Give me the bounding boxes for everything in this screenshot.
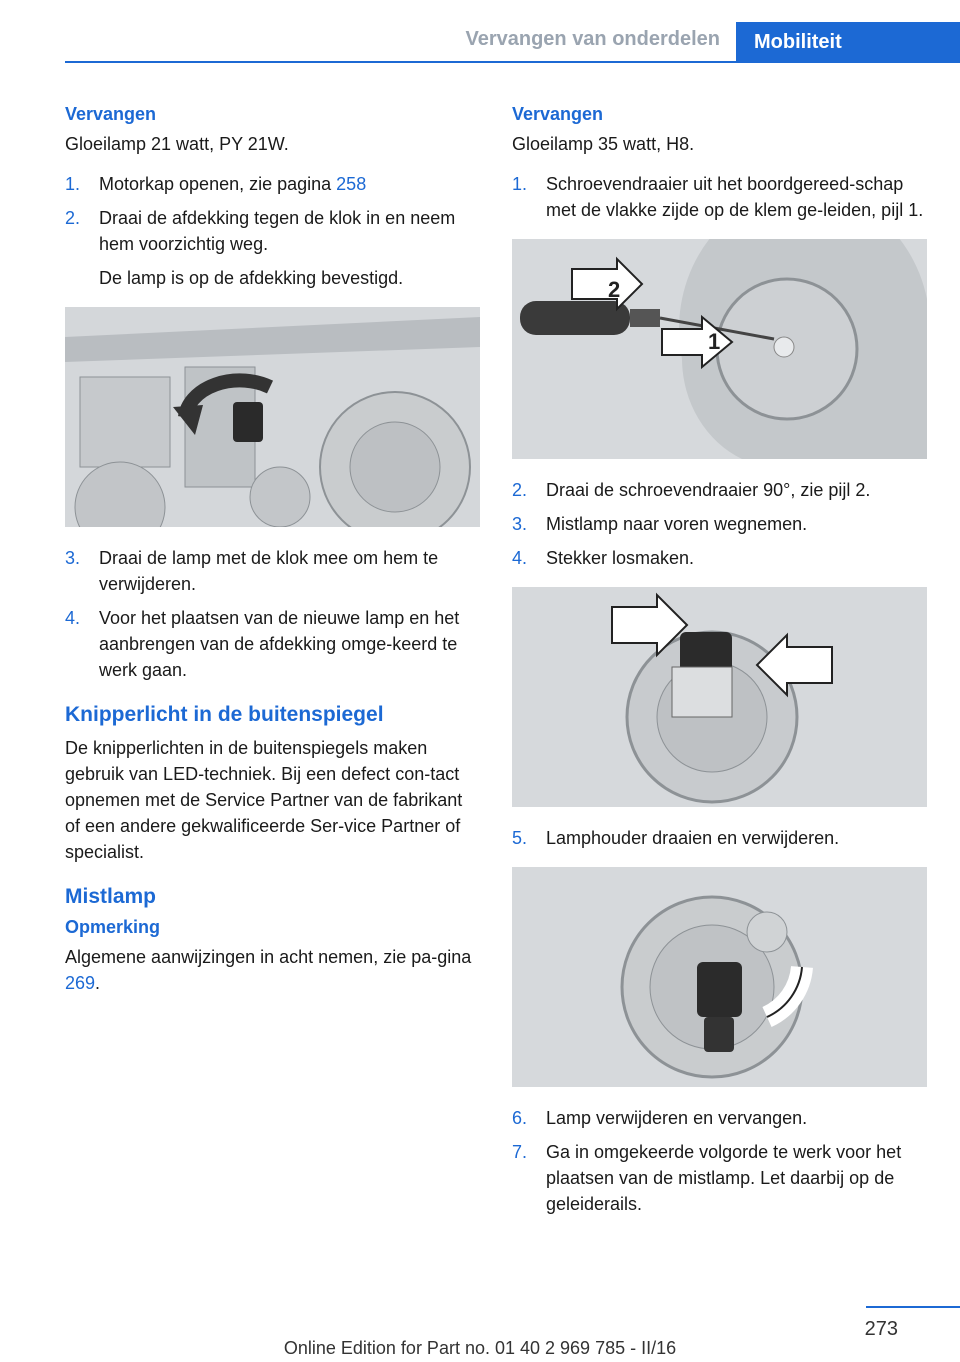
mirror-text: De knipperlichten in de buitenspiegels maken gebruik van LED-techniek. Bij een defect con‐tact opnemen met de Service Partner van de fabrikant of een andere gekwalificeerde Ser‐vice Partner of specialist. [65, 738, 463, 862]
right-column [512, 104, 927, 1225]
left-intro-heading: Vervangen [65, 104, 157, 124]
right-intro-heading: Vervangen [512, 104, 604, 124]
list-item: 3. Mistlamp naar voren wegnemen. [512, 514, 808, 534]
list-item: 4. Stekker losmaken. [512, 548, 695, 568]
list-item: 2. Draai de schroevendraaier 90°, zie pijl 2. [512, 480, 871, 500]
right-steps-b [512, 477, 927, 571]
right-intro-text: Gloeilamp 35 watt, H8. [512, 134, 695, 154]
lamp-holder-illustration [512, 867, 927, 1087]
connector-illustration [512, 587, 927, 807]
right-step-5 [512, 825, 927, 851]
list-item: 1. Schroevendraaier uit het boordgereed‐schap met de vlakke zijde op de klem ge‐leiden, pijl 1. [512, 174, 924, 220]
list-item: 7. Ga in omgekeerde volgorde te werk voor het plaatsen van de mistlamp. Let daarbij op de geleiderails. [512, 1142, 902, 1214]
list-item: 4. Voor het plaatsen van de nieuwe lamp en het aanbrengen van de afdekking omge‐keerd te werk gaan. [65, 608, 460, 680]
list-item: 6. Lamp verwijderen en vervangen. [512, 1108, 808, 1128]
fog-heading: Mistlamp [65, 885, 157, 908]
page-number: 273 [864, 1318, 898, 1340]
right-step-1 [512, 171, 927, 223]
footer-rule [866, 1306, 960, 1308]
note-heading: Opmerking [65, 917, 161, 937]
left-column [65, 104, 480, 1010]
left-steps-b [65, 545, 480, 683]
header-section-title: Vervangen van onderdelen [465, 28, 720, 50]
page-link-269[interactable]: 269 [65, 973, 96, 993]
screwdriver-illustration [512, 239, 927, 459]
page-link-258[interactable]: 258 [336, 174, 367, 194]
note-text: Algemene aanwijzingen in acht nemen, zie pa‐gina 269. [65, 947, 472, 993]
left-intro-text: Gloeilamp 21 watt, PY 21W. [65, 134, 289, 154]
edition-line: Online Edition for Part no. 01 40 2 969 785 - II/16 [283, 1338, 677, 1358]
list-item: 1. Motorkap openen, zie pagina 258 [65, 174, 367, 194]
list-item: 2. Draai de afdekking tegen de klok in en neem hem voorzichtig weg. De lamp is op de afdekking bevestigd. [65, 208, 456, 288]
arrow-label-1: 1 [708, 329, 721, 354]
arrow-label-2: 2 [608, 277, 621, 302]
left-steps-a [65, 171, 480, 291]
header-chapter-tab: Mobiliteit [736, 22, 960, 63]
list-item: 3. Draai de lamp met de klok mee om hem te verwijderen. [65, 548, 439, 594]
mirror-heading: Knipperlicht in de buitenspiegel [65, 703, 384, 726]
list-item: 5. Lamphouder draaien en verwijderen. [512, 828, 840, 848]
engine-bay-illustration [65, 307, 480, 527]
right-steps-d [512, 1105, 927, 1217]
